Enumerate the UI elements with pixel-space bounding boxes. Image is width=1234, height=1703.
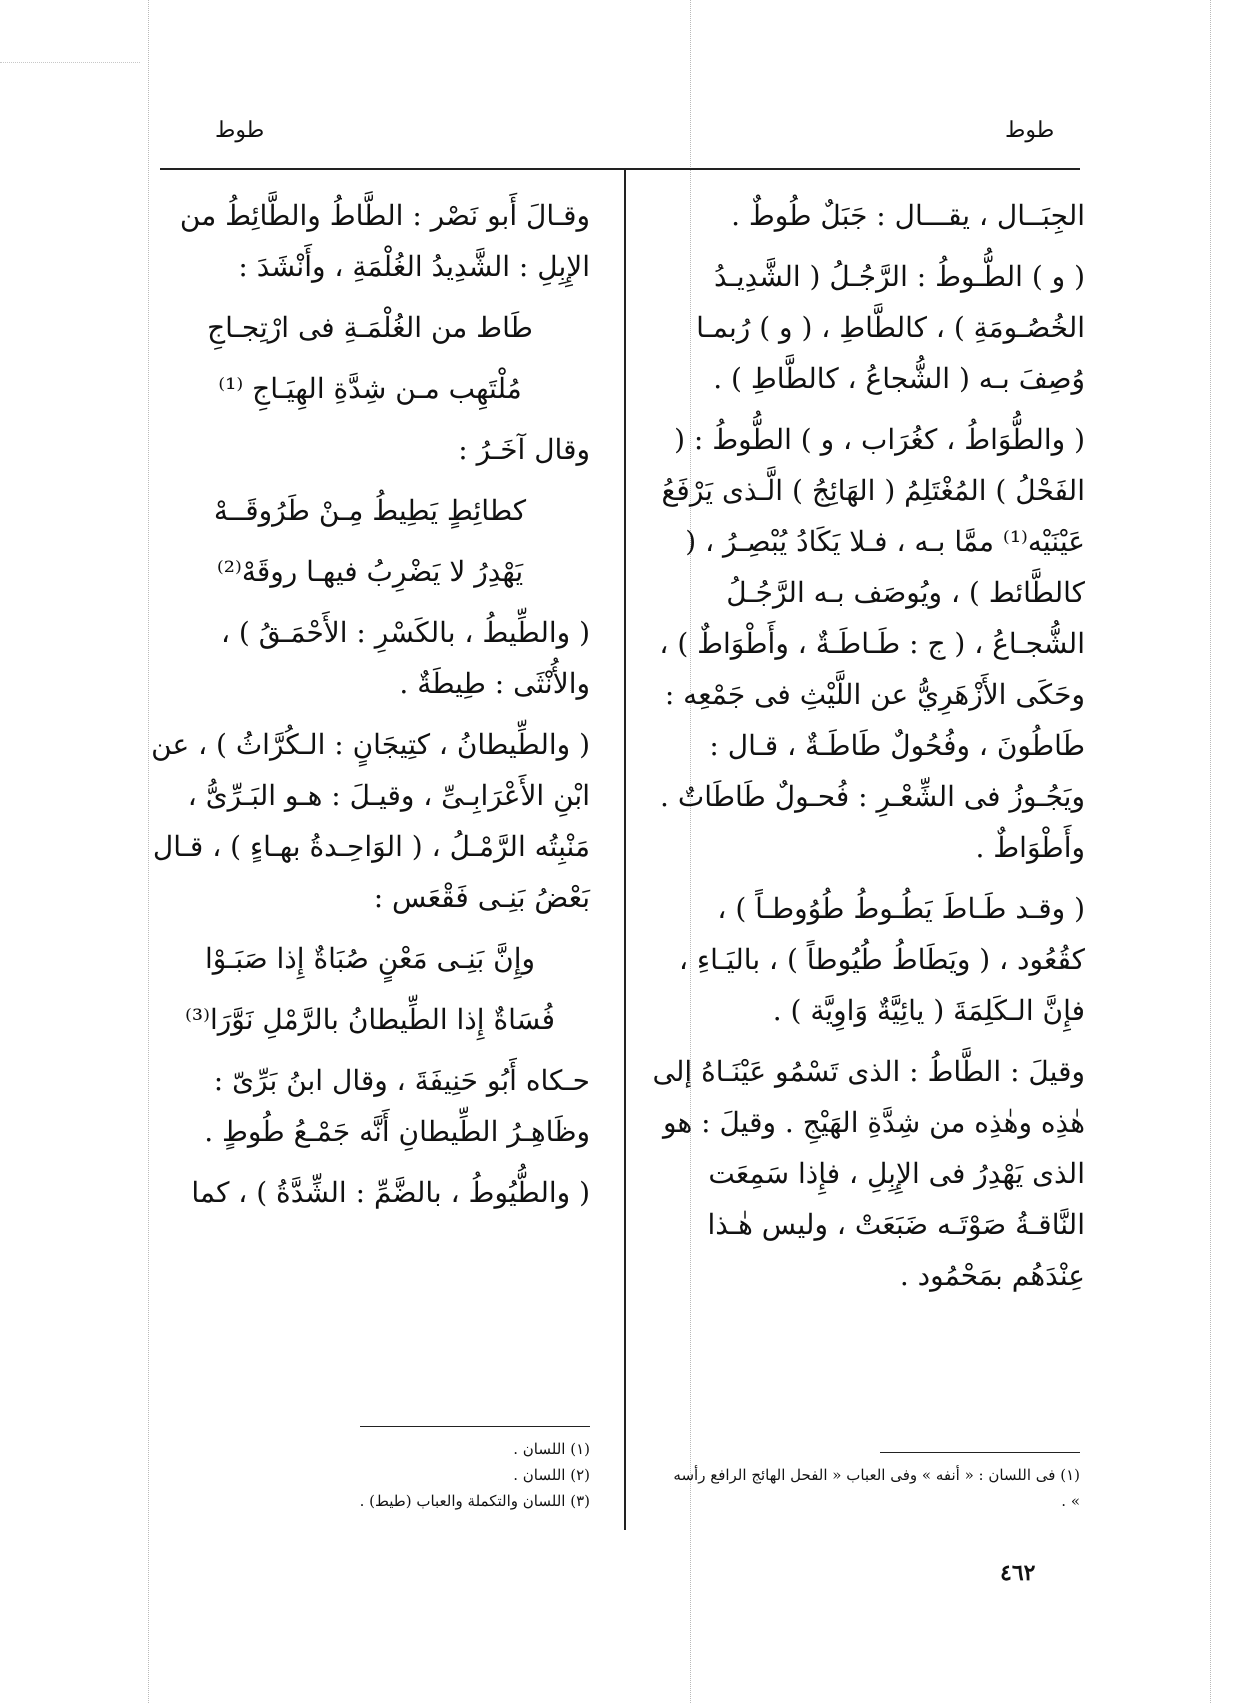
- entry-paragraph: ( و ) الطُّـوطُ : الرَّجُـلُ ( الشَّدِيـدُ الخُصُـومَةِ ) ، كالطَّاطِ ، ( و ) رُبمـا وُصِفَ بـه ( الشُّجاعُ ، كالطَّاطِ ) .: [696, 260, 1085, 395]
- footnote-right: (١) فى اللسان : « أنفه » وفى العباب « الفحل الهائج الرافع رأسه » .: [673, 1466, 1080, 1510]
- verse-line: فُسَاةٌ إِذا الطِّيطانُ بالرَّمْلِ نَوَّرَا⁽³⁾: [184, 1003, 556, 1036]
- running-head-left: طوط: [215, 118, 265, 143]
- scan-guide-line: [148, 0, 149, 1703]
- footnotes-left: [290, 1436, 590, 1514]
- entry-paragraph: ( والطُّيُوطُ ، بالضَّمِّ : الشِّدَّةُ ) ، كما: [191, 1176, 590, 1209]
- entry-paragraph: ( والطُّوَاطُ ، كغُرَاب ، و ) الطُّوطُ : ( الفَحْلُ ) المُغْتَلِمُ ( الهَائِجُ ) الَّـذى يَرْفَعُ عَيْنَيْه⁽¹⁾ ممَّا بـه ، فـلا يَكَادُ يُبْصِـرُ ، ( كالطَّائط ) ، ويُوصَف بـه الرَّجُـلُ الشُّجـاعُ ، ( ج : طَـاطَـةٌ ، وأَطْوَاطٌ ) ، وحَكَى الأَزْهَرِيُّ عن اللَّيْثِ فى جَمْعِه : طَاطُونَ ، وفُحُولٌ طَاطَـةٌ ، قـال : ويَجُـوزُ فى الشِّعْـرِ : فُحـولٌ طَاطَاتٌ . وأَطْوَاطٌ .: [659, 423, 1085, 864]
- verse-line: مُلْتَهِب مـن شِدَّةِ الهِيَـاجِ ⁽¹⁾: [218, 372, 522, 405]
- left-column: [150, 190, 590, 1228]
- entry-paragraph: حـكاه أَبُو حَنِيفَةَ ، وقال ابنُ بَرِّىّ : وظَاهِـرُ الطِّيطانِ أَنَّه جَمْـعُ طُوطٍ .: [204, 1064, 590, 1148]
- footnote: (٢) اللسان .: [513, 1466, 590, 1484]
- footnote-rule: [880, 1452, 1080, 1453]
- entry-paragraph: وقال آخَـرُ :: [458, 433, 590, 466]
- entry-paragraph: وقـالَ أَبو نَصْر : الطَّاطُ والطَّائِطُ من الإِبِلِ : الشَّدِيدُ الغُلْمَةِ ، وأَنْشَدَ :: [179, 199, 590, 283]
- entry-paragraph: ( وقـد طَـاطَ يَطُـوطُ طُوُوطـاً ) ، كقُعُود ، ( ويَطَاطُ طُيُوطاً ) ، باليَـاءِ ، فإِنَّ الـكَلِمَةَ ( يائِيَّةٌ وَاوِيَّة ) .: [678, 892, 1085, 1027]
- header-rule: [160, 168, 1080, 170]
- footnote: (٣) اللسان والتكملة والعباب (طيط) .: [359, 1492, 590, 1510]
- verse-line: وإِنَّ بَنِـى مَعْنٍ صُبَاةٌ إِذا صَبَـوْا: [204, 942, 536, 975]
- page-number: ٤٦٢: [1000, 1560, 1036, 1586]
- verse-line: كطائِطٍ يَطِيطُ مِـنْ طَرُوقَــهْ: [213, 494, 527, 527]
- scan-guide-line: [1210, 0, 1211, 1703]
- entry-paragraph: ( والطِّيطُ ، بالكَسْرِ : الأَحْمَـقُ ) ، والأُنْثَى : طِيطَةٌ .: [220, 616, 590, 700]
- footnote-rule: [360, 1426, 590, 1427]
- verse-line: طَاط من الغُلْمَـةِ فى ارْتِجـاجِ: [207, 311, 533, 344]
- entry-paragraph: وقيلَ : الطَّاطُ : الذى تَسْمُو عَيْنَـاهُ إلى هٰذِه وهٰذِه من شِدَّةِ الهَيْجِ . وقيلَ : هو الذى يَهْدِرُ فى الإِبِلِ ، فإِذا سَمِعَت النَّاقـةُ صَوْتَـه ضَبَعَتْ ، وليس هٰـذا عِنْدَهُم بمَحْمُود .: [652, 1055, 1085, 1292]
- entry-paragraph: ( والطِّيطانُ ، كتِيجَانٍ : الـكُرَّاثُ ) ، عن ابْنِ الأَعْرَابِـىِّ ، وقيـلَ : هـو البَـرِّىُّ ، مَنْبِتُه الرَّمْـلُ ، ( الوَاحِـدةُ بهـاءٍ ) ، قـال بَعْضُ بَنِـى فَقْعَس :: [151, 728, 590, 914]
- running-head-right: طوط: [1005, 118, 1055, 143]
- scan-guide-line: [0, 62, 140, 63]
- right-column: [650, 190, 1085, 1311]
- entry-paragraph: الجِبَــال ، يقـــال : جَبَلٌ طُوطٌ .: [731, 199, 1085, 232]
- footnote: (١) اللسان .: [513, 1440, 590, 1458]
- column-divider: [624, 170, 626, 1530]
- verse-line: يَهْدِرُ لا يَضْرِبُ فيهـا روقَهْ⁽²⁾: [216, 555, 524, 588]
